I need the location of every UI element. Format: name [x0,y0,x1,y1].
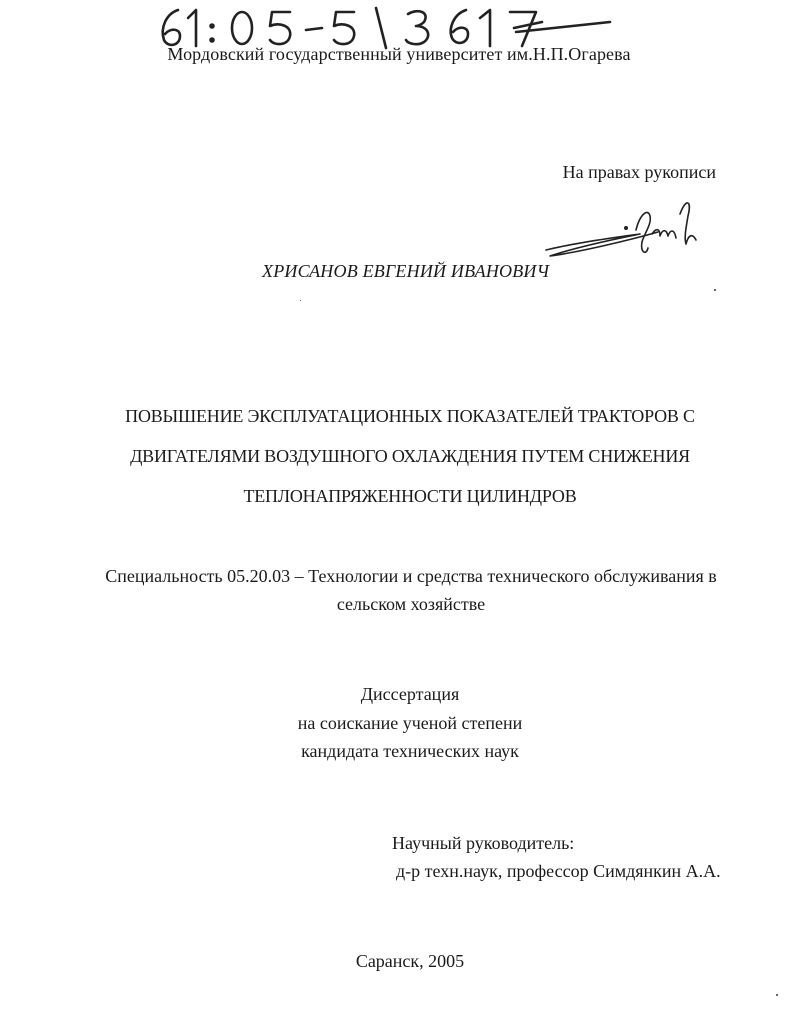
university-name: Мордовский государственный университет им.Н.П.Огарева [167,44,631,64]
degree-line: на соискание ученой степени [297,712,523,733]
degree-line: кандидата технических наук [301,741,519,761]
dissertation-title [60,396,760,516]
title-line: ПОВЫШЕНИЕ ЭКСПЛУАТАЦИОННЫХ ПОКАЗАТЕЛЕЙ ТРАКТОРОВ С [125,406,695,426]
specialty-line: Специальность 05.20.03 – Технологии и средства технического обслуживания в [105,566,717,586]
city-year: Саранск, 2005 [355,951,465,971]
manuscript-rights-note: На правах рукописи [562,162,716,182]
title-line: ТЕПЛОНАПРЯЖЕННОСТИ ЦИЛИНДРОВ [243,486,577,506]
degree-line: Диссертация [360,684,460,704]
scan-speck [776,994,778,996]
supervisor-label: Научный руководитель: [392,833,575,853]
author-name: ХРИСАНОВ ЕВГЕНИЙ ИВАНОВИЧ [262,261,550,281]
author-signature [540,194,710,266]
title-line: ДВИГАТЕЛЯМИ ВОЗДУШНОГО ОХЛАЖДЕНИЯ ПУТЕМ СНИЖЕНИЯ [130,446,690,466]
scan-speck [300,300,301,301]
specialty [60,562,762,618]
specialty-line: сельском хозяйстве [336,594,486,614]
supervisor-name: д-р техн.наук, профессор Симдянкин А.А. [396,861,721,881]
scan-speck [714,289,716,291]
degree-statement [200,680,620,766]
